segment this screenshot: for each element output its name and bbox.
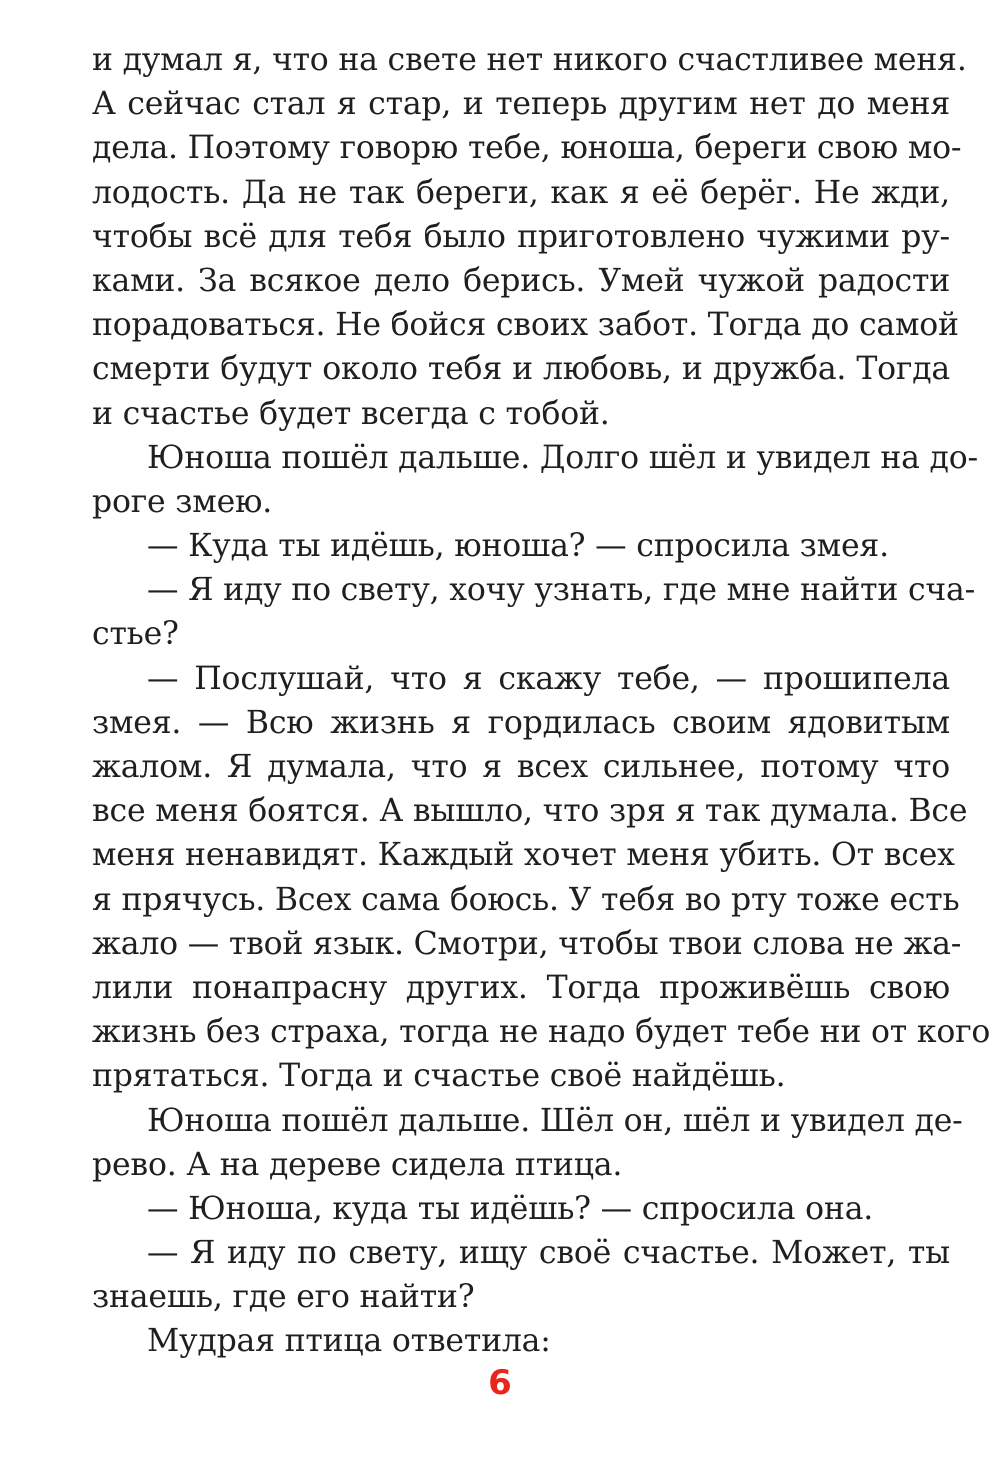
text-line: Мудрая птица ответила: (147, 1323, 551, 1360)
text-line: роге змею. (92, 483, 273, 520)
text-line: смерти будут около тебя и любовь, и дружба. Тогда (92, 351, 950, 388)
text-line: я прячусь. Всех сама боюсь. У тебя во рту тоже есть (92, 881, 960, 918)
text-line: — Я иду по свету, ищу своё счастье. Может, ты (147, 1235, 950, 1272)
text-line: и счастье будет всегда с тобой. (92, 395, 610, 432)
text-line: и думал я, что на свете нет никого счастливее меня. (92, 42, 967, 78)
text-line: жало — твой язык. Смотри, чтобы твои слова не жа- (92, 925, 962, 962)
text-line: прятаться. Тогда и счастье своё найдёшь. (92, 1058, 786, 1095)
text-line: знаешь, где его найти? (92, 1279, 475, 1316)
story-text (92, 38, 991, 1364)
text-line: — Куда ты идёшь, юноша? — спросила змея. (147, 528, 889, 565)
text-line: Юноша пошёл дальше. Долго шёл и увидел на до- (147, 439, 978, 476)
text-line: стье? (92, 616, 179, 653)
text-line: лодость. Да не так береги, как я её берёг. Не жди, (92, 174, 950, 211)
text-line: А сейчас стал я стар, и теперь другим нет до меня (92, 86, 950, 123)
page-number: 6 (488, 1363, 512, 1403)
text-line: змея. — Всю жизнь я гордилась своим ядовитым (92, 704, 950, 741)
text-line: жалом. Я думала, что я всех сильнее, потому что (92, 749, 950, 785)
text-line: ками. За всякое дело берись. Умей чужой радости (92, 262, 950, 299)
text-line: порадоваться. Не бойся своих забот. Тогда до самой (92, 307, 959, 344)
text-line: чтобы всё для тебя было приготовлено чужими ру- (92, 218, 950, 255)
text-line: лили понапрасну других. Тогда проживёшь свою (92, 969, 950, 1006)
text-line: Юноша пошёл дальше. Шёл он, шёл и увидел де- (147, 1102, 963, 1139)
text-line: дела. Поэтому говорю тебе, юноша, береги свою мо- (92, 130, 962, 167)
text-line: рево. А на дереве сидела птица. (92, 1146, 623, 1183)
text-line: все меня боятся. А вышло, что зря я так думала. Все (92, 793, 968, 830)
text-line: — Я иду по свету, хочу узнать, где мне найти сча- (147, 572, 976, 609)
text-line: — Юноша, куда ты идёшь? — спросила она. (147, 1190, 874, 1227)
text-line: меня ненавидят. Каждый хочет меня убить. От всех (92, 837, 955, 874)
text-line: жизнь без страха, тогда не надо будет тебе ни от кого (92, 1014, 991, 1051)
text-line: — Послушай, что я скажу тебе, — прошипела (147, 660, 950, 697)
